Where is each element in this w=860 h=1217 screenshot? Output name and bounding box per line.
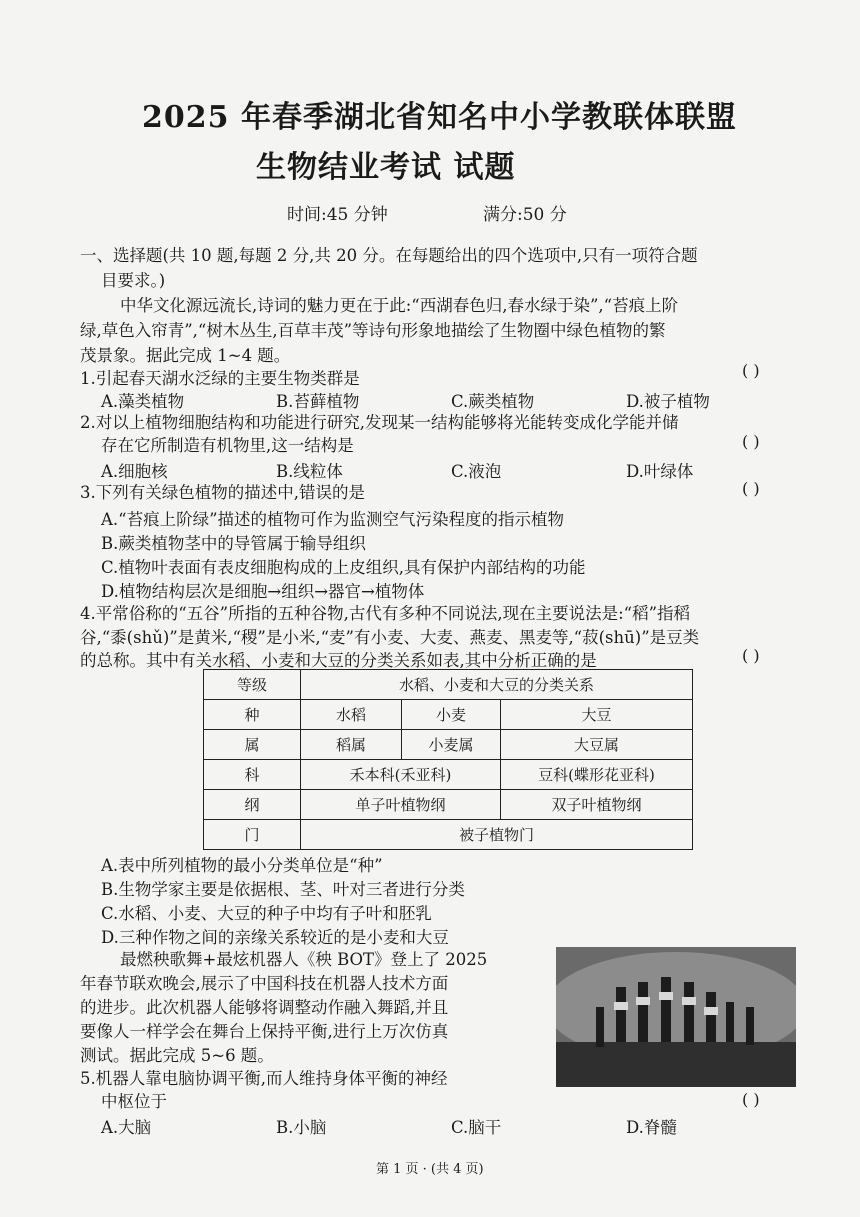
option-d[interactable]: D.被子植物 bbox=[626, 392, 710, 411]
table-cell: 科 bbox=[204, 760, 301, 790]
question-4-stem: 4.平常俗称的“五谷”所指的五种谷物,古代有多种不同说法,现在主要说法是:“稻”指稻 bbox=[80, 604, 691, 623]
option-a[interactable]: A.大脑 bbox=[101, 1118, 152, 1137]
table-row bbox=[204, 700, 693, 730]
table-cell: 稻属 bbox=[301, 730, 402, 760]
robot-passage: 要像人一样学会在舞台上保持平衡,进行上万次仿真 bbox=[80, 1022, 449, 1041]
exam-time: 时间:45 分钟 bbox=[287, 205, 388, 225]
option-c[interactable]: C.水稻、小麦、大豆的种子中均有子叶和胚乳 bbox=[101, 904, 432, 923]
option-b[interactable]: B.蕨类植物茎中的导管属于输导组织 bbox=[101, 534, 366, 553]
table-cell: 小麦 bbox=[402, 700, 501, 730]
option-b[interactable]: B.苔藓植物 bbox=[276, 392, 360, 411]
question-2-stem-cont: 存在它所制造有机物里,这一结构是 bbox=[101, 436, 354, 455]
robot-dance-photo bbox=[556, 947, 796, 1087]
option-d[interactable]: D.脊髓 bbox=[626, 1118, 677, 1137]
table-cell: 大豆属 bbox=[501, 730, 693, 760]
section-heading: 一、选择题(共 10 题,每题 2 分,共 20 分。在每题给出的四个选项中,只有一项符合题 bbox=[80, 246, 698, 265]
question-2-stem: 2.对以上植物细胞结构和功能进行研究,发现某一结构能够将光能转变成化学能并储 bbox=[80, 413, 679, 432]
table-cell: 单子叶植物纲 bbox=[301, 790, 501, 820]
option-a[interactable]: A.藻类植物 bbox=[101, 392, 185, 411]
section-heading-cont: 目要求。) bbox=[101, 271, 166, 290]
exam-title: 2025 年春季湖北省知名中小学教联体联盟 bbox=[142, 100, 737, 135]
table-row bbox=[204, 730, 693, 760]
table-cell: 水稻、小麦和大豆的分类关系 bbox=[301, 670, 693, 700]
option-d[interactable]: D.三种作物之间的亲缘关系较近的是小麦和大豆 bbox=[101, 928, 449, 947]
table-cell: 禾本科(禾亚科) bbox=[301, 760, 501, 790]
robot-passage: 测试。据此完成 5~6 题。 bbox=[80, 1046, 274, 1065]
table-cell: 门 bbox=[204, 820, 301, 850]
robot-passage: 年春节联欢晚会,展示了中国科技在机器人技术方面 bbox=[80, 974, 449, 993]
question-4-stem-cont: 的总称。其中有关水稻、小麦和大豆的分类关系如表,其中分析正确的是 bbox=[80, 651, 597, 670]
answer-blank[interactable]: ( ) bbox=[742, 361, 760, 380]
option-a[interactable]: A.“苔痕上阶绿”描述的植物可作为监测空气污染程度的指示植物 bbox=[101, 510, 565, 529]
option-c[interactable]: C.蕨类植物 bbox=[451, 392, 535, 411]
table-cell: 属 bbox=[204, 730, 301, 760]
option-b[interactable]: B.线粒体 bbox=[276, 462, 343, 481]
table-cell: 大豆 bbox=[501, 700, 693, 730]
table-cell: 纲 bbox=[204, 790, 301, 820]
intro-passage: 中华文化源远流长,诗词的魅力更在于此:“西湖春色归,春水绿于染”,“苔痕上阶 bbox=[120, 296, 679, 315]
option-d[interactable]: D.植物结构层次是细胞→组织→器官→植物体 bbox=[101, 582, 425, 601]
classification-table bbox=[203, 669, 693, 850]
robot-passage: 最燃秧歌舞+最炫机器人《秧 BOT》登上了 2025 bbox=[120, 950, 488, 969]
table-row bbox=[204, 670, 693, 700]
table-cell: 豆科(蝶形花亚科) bbox=[501, 760, 693, 790]
question-5-stem: 5.机器人靠电脑协调平衡,而人维持身体平衡的神经 bbox=[80, 1069, 448, 1088]
option-b[interactable]: B.生物学家主要是依据根、茎、叶对三者进行分类 bbox=[101, 880, 465, 899]
table-cell: 被子植物门 bbox=[301, 820, 693, 850]
table-row bbox=[204, 760, 693, 790]
table-cell: 种 bbox=[204, 700, 301, 730]
table-row bbox=[204, 790, 693, 820]
exam-subtitle: 生物结业考试 试题 bbox=[256, 150, 516, 185]
table-cell: 小麦属 bbox=[402, 730, 501, 760]
option-c[interactable]: C.液泡 bbox=[451, 462, 502, 481]
question-1-stem: 1.引起春天湖水泛绿的主要生物类群是 bbox=[80, 369, 360, 388]
table-cell: 等级 bbox=[204, 670, 301, 700]
option-d[interactable]: D.叶绿体 bbox=[626, 462, 694, 481]
option-c[interactable]: C.脑干 bbox=[451, 1118, 502, 1137]
answer-blank[interactable]: ( ) bbox=[742, 1090, 760, 1109]
question-3-stem: 3.下列有关绿色植物的描述中,错误的是 bbox=[80, 483, 365, 502]
table-cell: 双子叶植物纲 bbox=[501, 790, 693, 820]
table-row bbox=[204, 820, 693, 850]
answer-blank[interactable]: ( ) bbox=[742, 432, 760, 451]
option-c[interactable]: C.植物叶表面有表皮细胞构成的上皮组织,具有保护内部结构的功能 bbox=[101, 558, 586, 577]
question-5-stem-cont: 中枢位于 bbox=[101, 1092, 167, 1111]
exam-score: 满分:50 分 bbox=[483, 205, 567, 225]
option-b[interactable]: B.小脑 bbox=[276, 1118, 327, 1137]
table-cell: 水稻 bbox=[301, 700, 402, 730]
option-a[interactable]: A.表中所列植物的最小分类单位是“种” bbox=[101, 856, 383, 875]
intro-passage: 茂景象。据此完成 1~4 题。 bbox=[80, 346, 291, 365]
answer-blank[interactable]: ( ) bbox=[742, 479, 760, 498]
page-number: 第 1 页 · (共 4 页) bbox=[376, 1162, 484, 1177]
robot-passage: 的进步。此次机器人能够将调整动作融入舞蹈,并且 bbox=[80, 998, 449, 1017]
answer-blank[interactable]: ( ) bbox=[742, 646, 760, 665]
option-a[interactable]: A.细胞核 bbox=[101, 462, 168, 481]
question-4-stem-cont: 谷,“黍(shǔ)”是黄米,“稷”是小米,“麦”有小麦、大麦、燕麦、黑麦等,“菽(shū)”是豆类 bbox=[80, 628, 700, 647]
intro-passage: 绿,草色入帘青”,“树木丛生,百草丰茂”等诗句形象地描绘了生物圈中绿色植物的繁 bbox=[80, 321, 666, 340]
